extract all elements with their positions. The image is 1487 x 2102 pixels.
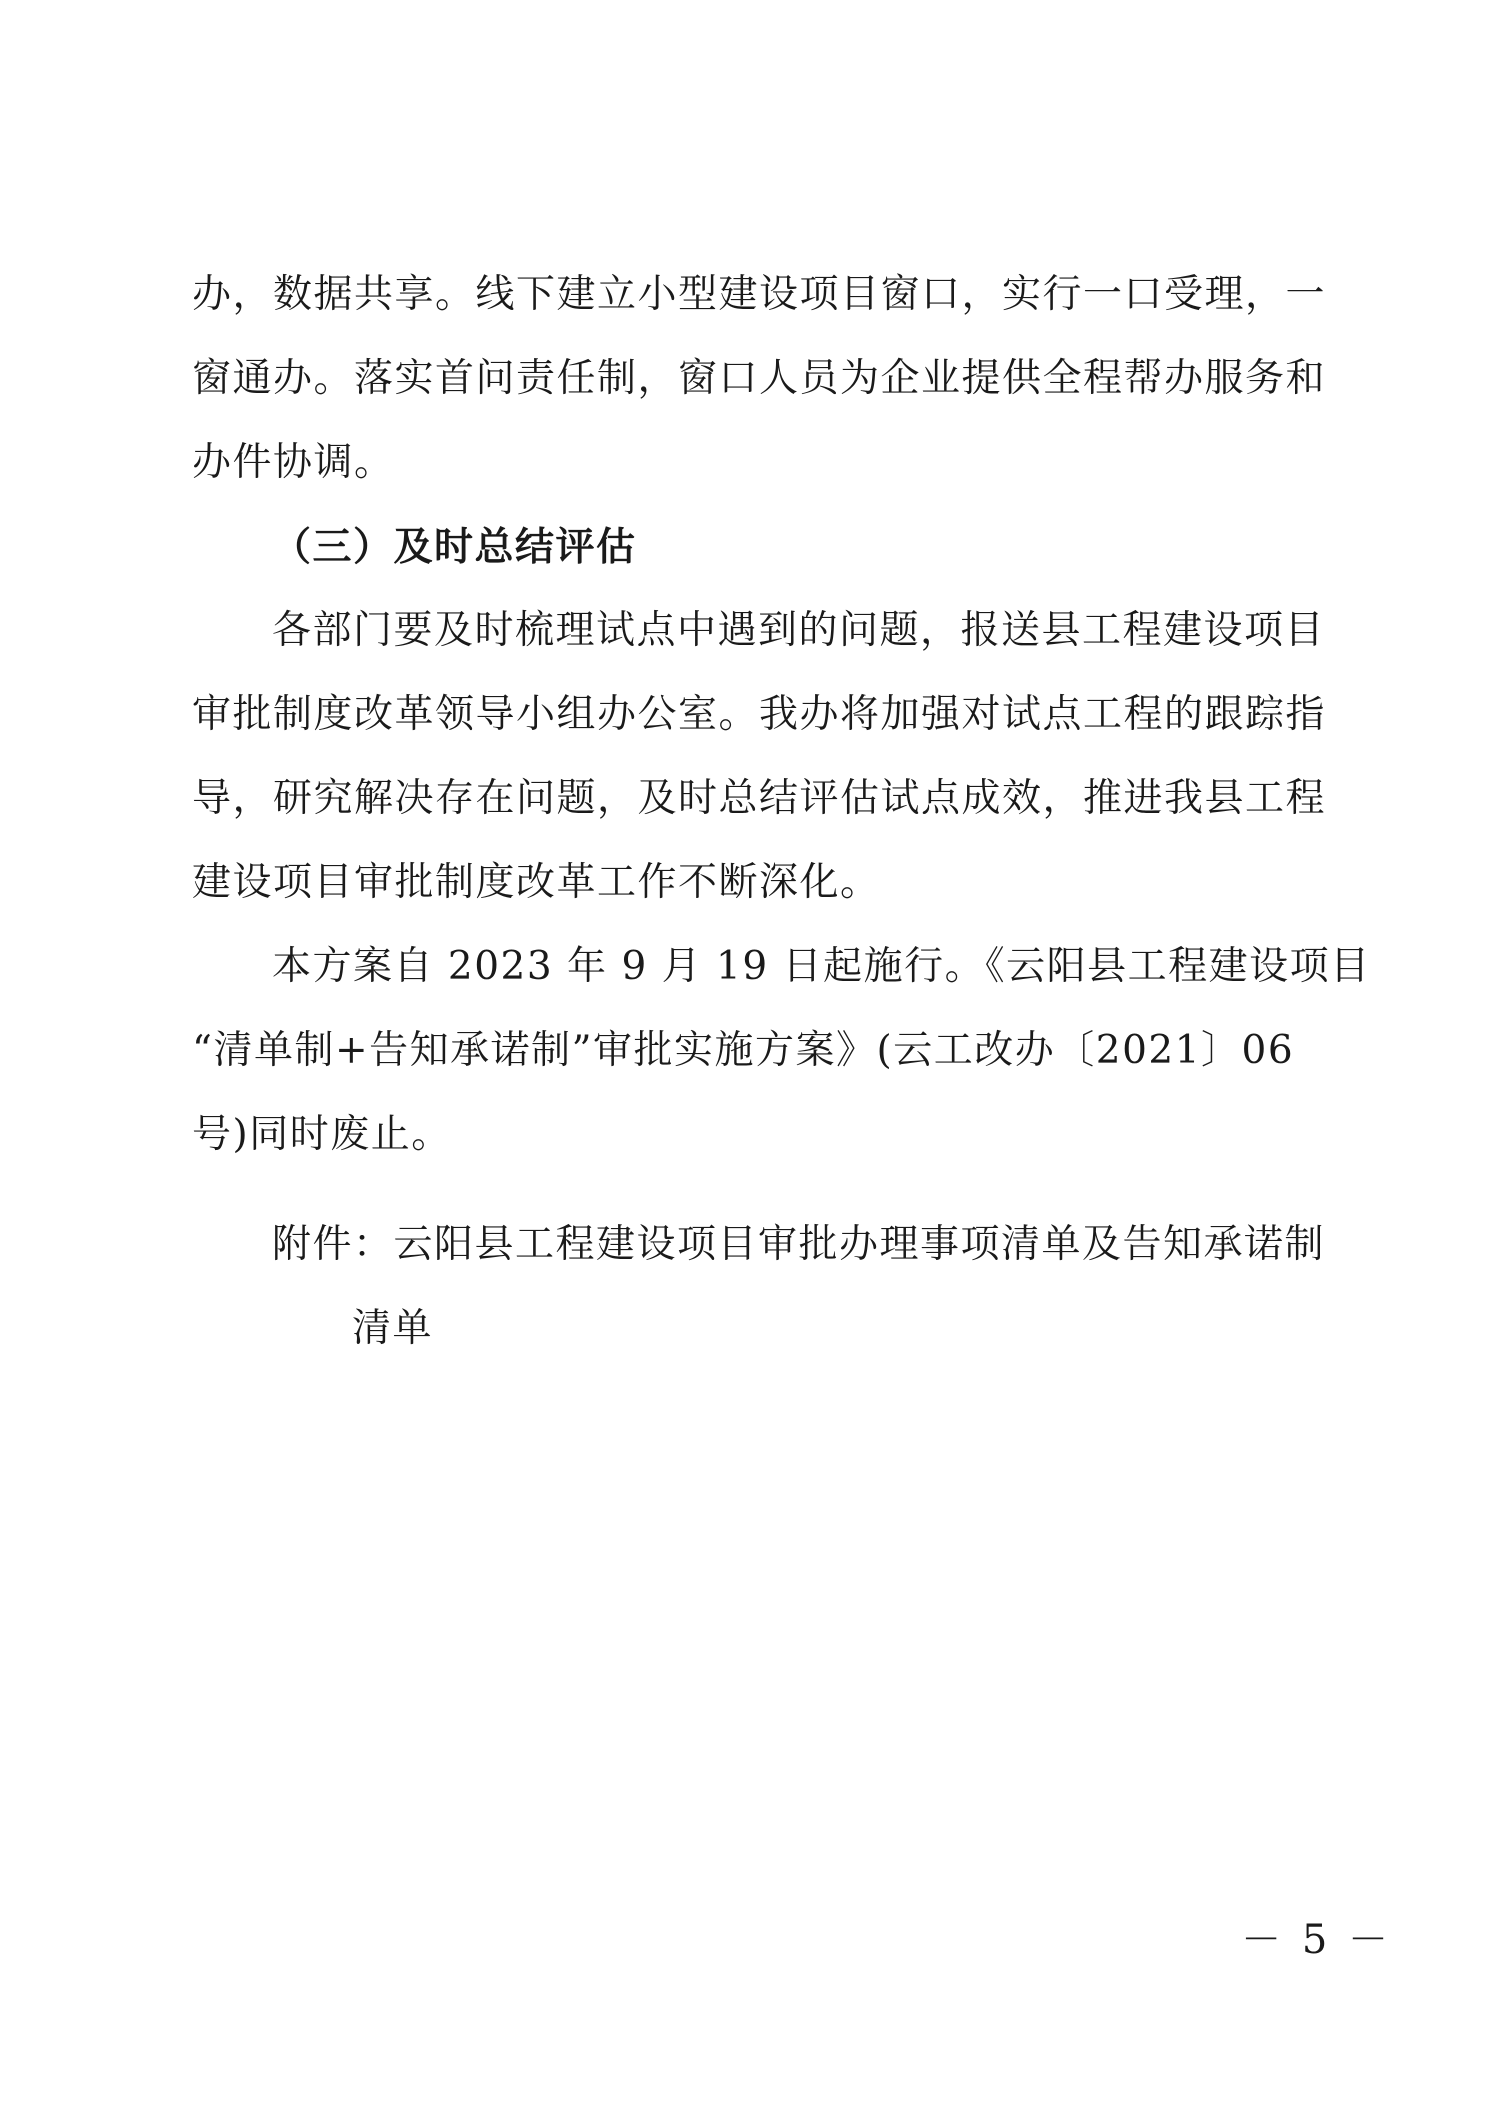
paragraph-line: 导，研究解决存在问题，及时总结评估试点成效，推进我县工程: [192, 776, 1327, 821]
paragraph-line: 审批制度改革领导小组办公室。我办将加强对试点工程的跟踪指: [192, 692, 1327, 737]
paragraph-line: 号)同时废止。: [192, 1112, 452, 1157]
paragraph-line: 各部门要及时梳理试点中遇到的问题，报送县工程建设项目: [272, 608, 1326, 653]
paragraph-line: 建设项目审批制度改革工作不断深化。: [192, 860, 881, 905]
section-heading: （三）及时总结评估: [272, 524, 637, 570]
paragraph-line: 办，数据共享。线下建立小型建设项目窗口，实行一口受理，一: [192, 272, 1327, 317]
paragraph-line: 办件协调。: [192, 440, 395, 485]
paragraph-line: 本方案自 2023 年 9 月 19 日起施行。《云阳县工程建设项目: [272, 944, 1371, 989]
paragraph-line: 窗通办。落实首问责任制，窗口人员为企业提供全程帮办服务和: [192, 356, 1327, 401]
paragraph-line: “清单制+告知承诺制”审批实施方案》(云工改办〔2021〕06: [192, 1028, 1295, 1073]
page-number: － 5 －: [1241, 1917, 1392, 1963]
attachment-line: 附件：云阳县工程建设项目审批办理事项清单及告知承诺制: [272, 1222, 1326, 1267]
attachment-line: 清单: [352, 1306, 434, 1351]
